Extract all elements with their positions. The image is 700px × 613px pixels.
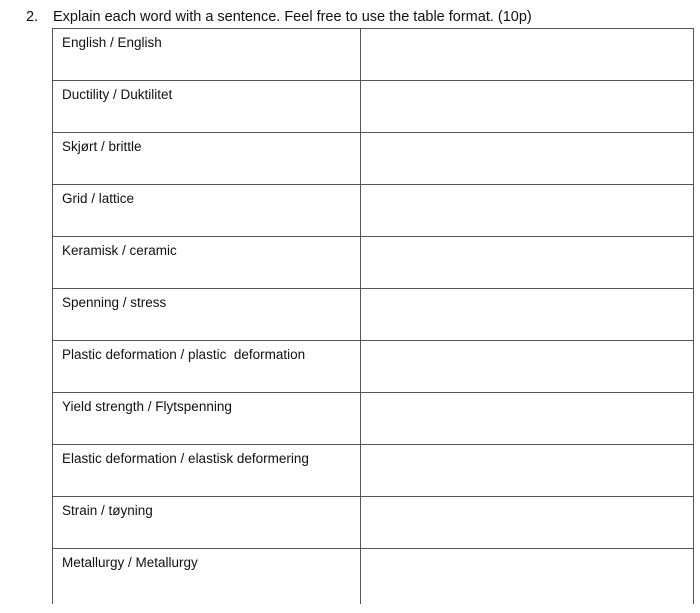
table-row (53, 133, 694, 185)
answer-cell[interactable] (361, 341, 694, 393)
table-row (53, 29, 694, 81)
answer-cell[interactable] (361, 81, 694, 133)
table-row (53, 341, 694, 393)
table-row (53, 185, 694, 237)
question-number: 2. (26, 9, 39, 25)
term-cell: Grid / lattice (53, 185, 361, 237)
table-row (53, 549, 694, 604)
table-row (53, 445, 694, 497)
answer-cell[interactable] (361, 549, 694, 604)
table-row (53, 81, 694, 133)
term-cell: Elastic deformation / elastisk deformering (53, 445, 361, 497)
term-cell: Plastic deformation / plastic deformation (53, 341, 361, 393)
term-cell: Ductility / Duktilitet (53, 81, 361, 133)
answer-cell[interactable] (361, 133, 694, 185)
table-row (53, 289, 694, 341)
term-cell: Spenning / stress (53, 289, 361, 341)
answer-cell[interactable] (361, 289, 694, 341)
answer-cell[interactable] (361, 185, 694, 237)
term-cell: Skjørt / brittle (53, 133, 361, 185)
question-heading (26, 9, 532, 25)
term-cell: Strain / tøyning (53, 497, 361, 549)
term-cell: Keramisk / ceramic (53, 237, 361, 289)
table-row (53, 237, 694, 289)
table-row (53, 393, 694, 445)
answer-cell[interactable] (361, 445, 694, 497)
question-text: Explain each word with a sentence. Feel free to use the table format. (10p) (53, 9, 532, 25)
table-row (53, 497, 694, 549)
term-cell: Metallurgy / Metallurgy (53, 549, 361, 604)
answer-cell[interactable] (361, 237, 694, 289)
answer-cell[interactable] (361, 29, 694, 81)
term-cell: English / English (53, 29, 361, 81)
answer-cell[interactable] (361, 497, 694, 549)
answer-cell[interactable] (361, 393, 694, 445)
term-cell: Yield strength / Flytspenning (53, 393, 361, 445)
terms-table (52, 28, 694, 604)
